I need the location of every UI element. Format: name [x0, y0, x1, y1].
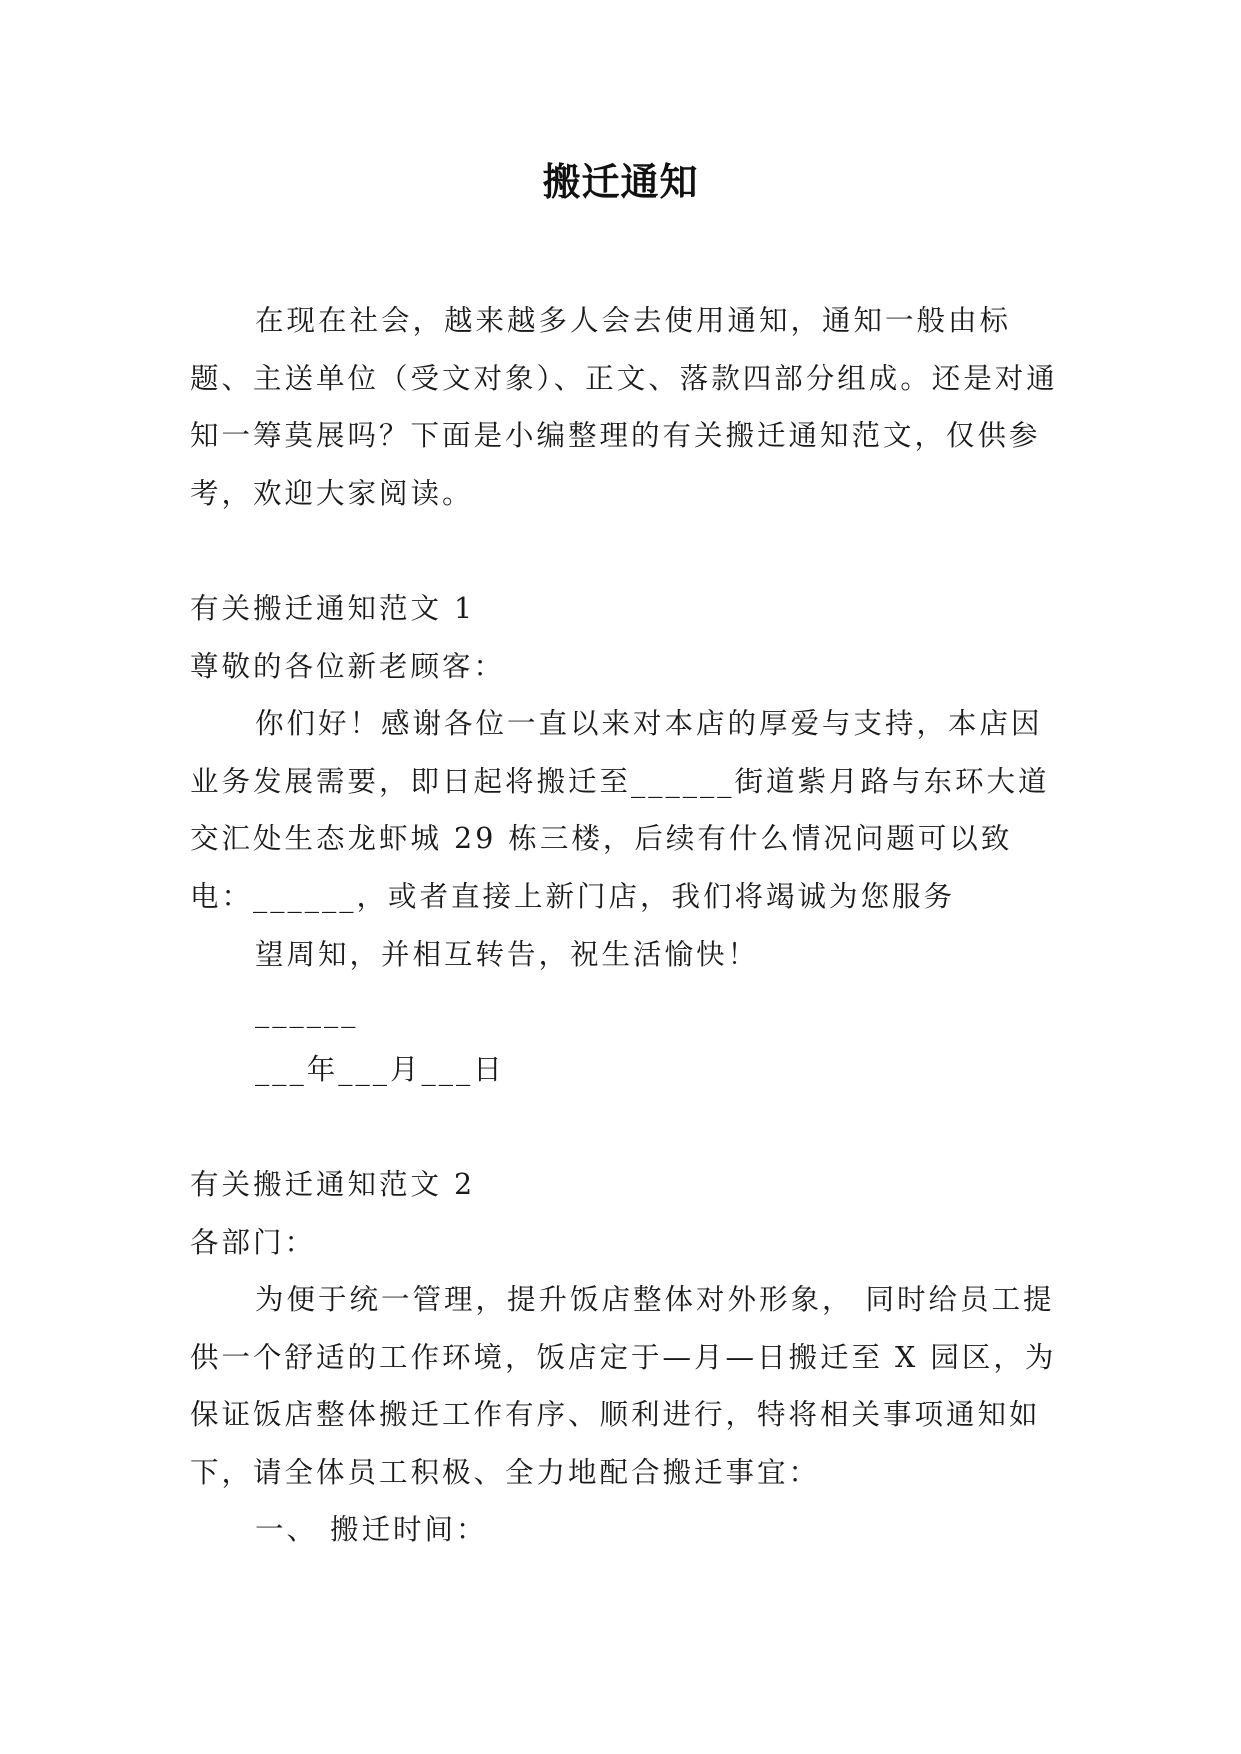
sample2-heading: 有关搬迁通知范文 2 [190, 1167, 476, 1201]
sample1-closing: 望周知，并相互转告，祝生活愉快！ [255, 937, 760, 971]
sample1-body: 你们好！感谢各位一直以来对本店的厚爱与支持，本店因业务发展需要，即日起将搬迁至______街道紫月路与东环大道交汇处生态龙虾城 29 栋三楼，后续有什么情况问题可以致电：______，或者直接上新门店，我们将竭诚为您服务 [190, 707, 1050, 913]
sample2-item1: 一、 搬迁时间： [255, 1513, 488, 1547]
sample1-date: ___年___月___日 [255, 1052, 505, 1086]
spacer [190, 522, 1060, 580]
intro-paragraph: 在现在社会，越来越多人会去使用通知，通知一般由标题、主送单位（受文对象）、正文、落款四部分组成。还是对通知一筹莫展吗？下面是小编整理的有关搬迁通知范文，仅供参考，欢迎大家阅读。 [190, 304, 1058, 510]
sample1-heading: 有关搬迁通知范文 1 [190, 591, 476, 625]
spacer [190, 1098, 1060, 1156]
document-title: 搬迁通知 [542, 160, 699, 204]
sample1-signature: ______ [255, 995, 359, 1029]
sample2-salutation: 各部门： [190, 1225, 317, 1259]
sample1-salutation: 尊敬的各位新老顾客： [190, 649, 506, 683]
document-body [190, 292, 1060, 1559]
sample2-body: 为便于统一管理，提升饭店整体对外形象， 同时给员工提供一个舒适的工作环境，饭店定于—月—日搬迁至 X 园区，为保证饭店整体搬迁工作有序、顺利进行，特将相关事项通知如下，请全体员工积极、全力地配合搬迁事宜： [190, 1283, 1057, 1489]
